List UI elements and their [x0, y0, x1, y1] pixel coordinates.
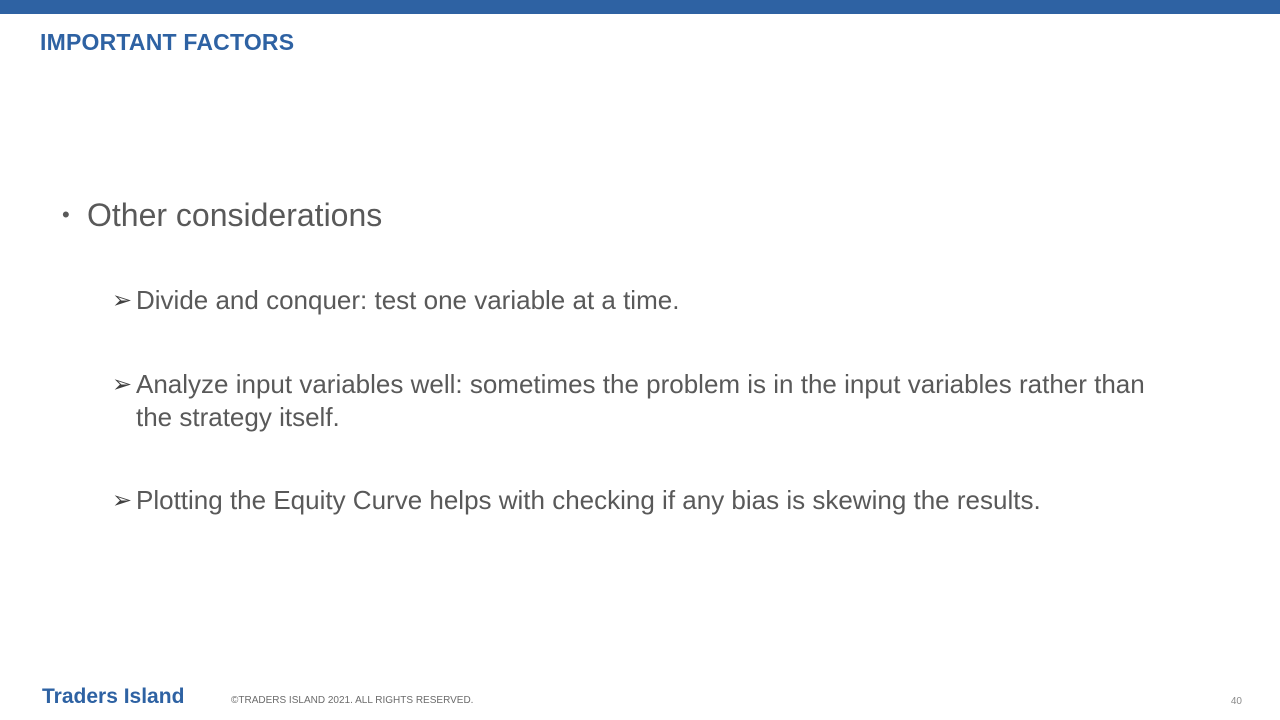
- page-number: 40: [1230, 696, 1242, 707]
- footer-logo: Traders Island: [42, 685, 185, 708]
- main-bullet: [62, 196, 382, 234]
- arrow-bullet-icon: ➢: [112, 287, 133, 314]
- sub-bullet-item: [112, 484, 1212, 517]
- slide-title: IMPORTANT FACTORS: [40, 29, 295, 55]
- sub-bullet-item: [112, 284, 1212, 317]
- footer-copyright: ©TRADERS ISLAND 2021. ALL RIGHTS RESERVED.: [231, 695, 474, 706]
- bullet-dot-icon: •: [62, 202, 70, 227]
- main-bullet-text: Other considerations: [87, 197, 383, 233]
- arrow-bullet-icon: ➢: [112, 371, 133, 398]
- arrow-bullet-icon: ➢: [112, 487, 133, 514]
- sub-bullet-text: Analyze input variables well: sometimes the problem is in the input variables rather than the strategy itself.: [136, 369, 1145, 432]
- sub-bullet-item: [112, 368, 1152, 434]
- sub-bullet-text: Plotting the Equity Curve helps with checking if any bias is skewing the results.: [136, 485, 1041, 515]
- sub-bullet-text: Divide and conquer: test one variable at a time.: [136, 285, 680, 315]
